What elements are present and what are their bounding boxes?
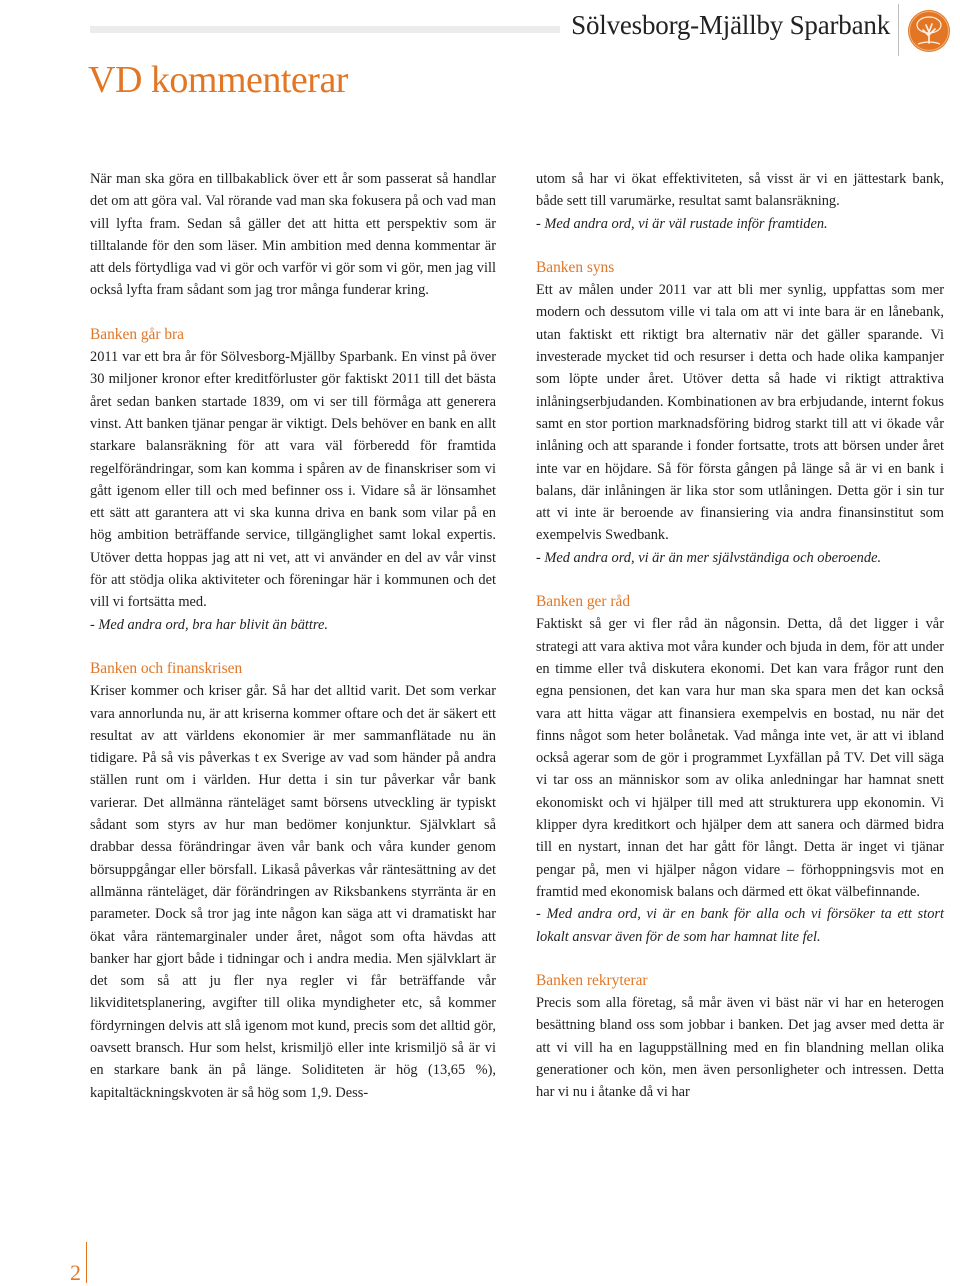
- bank-name: Sölvesborg-Mjällby Sparbank: [571, 10, 890, 40]
- quote-banken-gar-bra: - Med andra ord, bra har blivit än bättre.: [90, 616, 328, 633]
- heading-banken-syns: Banken syns: [536, 258, 615, 276]
- tree-logo-icon: [906, 8, 952, 54]
- page-number-rule: [86, 1242, 87, 1283]
- page-title: VD kommenterar: [88, 59, 348, 101]
- page-number: 2: [70, 1260, 81, 1285]
- quote-continued: - Med andra ord, vi är väl rustade inför framtiden.: [536, 215, 828, 232]
- heading-banken-och-finanskrisen: Banken och finanskrisen: [90, 659, 243, 677]
- heading-banken-ger-rad: Banken ger råd: [536, 593, 631, 611]
- paragraph-banken-ger-rad: Faktiskt så ger vi fler råd än någonsin. Detta, då det ligger i vår strategi att vara aktiva mot våra kunder och bjuda in dem, för att under en timme eller två diskutera ekonomi. Det kan vara frågor runt den egna pensionen, det kan vara hur man ska spara men det kan också vara att hitta vägar att finansiera exempelvis en bostad, nu när det finns något som heter bolånetak. Vad många inte vet, är att vi ibland också agerar som de gör i programmet Lyxfällan på TV. Det vill säga vi tar oss an människor som av olika anledningar har hamnat snett ekonomiskt och vi hjälper till med att strukturera upp ekonomin. Vi klipper dyra kreditkort och hjälper dem att sanera och därmed bidra till en nystart, innan det har gått för långt. Detta är inget vi tjänar pengar på, men vi hjälper någon vidare – förhoppningsvis mot en framtid med ekonomisk balans och därmed ett ökat välbefinnande.: [536, 616, 944, 900]
- intro-paragraph: När man ska göra en tillbakablick över ett år som passerat så handlar det om att göra val. Val rörande vad man ska fokusera på och vad man vill lyfta fram. Sedan så gäller det att hitta ett perspektiv som är tilltalande för den som läser. Min ambition med denna kommentar är att dels förtydliga vad vi gör och varför vi gör som vi gör, men jag vill också lyfta fram sådant som jag tror många funderar kring.: [90, 171, 496, 299]
- quote-banken-syns: - Med andra ord, vi är än mer självständiga och oberoende.: [536, 549, 882, 566]
- paragraph-banken-syns: Ett av målen under 2011 var att bli mer synlig, uppfattas som mer modern och dessutom ville vi tala om att vi inte bara är en lånebank, utan faktiskt ett riktigt bra alternativ när det gäller sparande. Vi investerade mycket tid och resurser i detta och hade olika kampanjer som löpte under året. Utöver detta så hade vi riktigt attraktiva inlåningserbjudanden. Kombinationen av bra erbjudande, internt fokus samt en stor portion marknadsföring bidrog starkt till att vi ökade vår inlåning och att sparande i fonder fortsatte, trots att börsen under året inte var en höjdare. Så för första gången på länge så är vi en bank i balans, där inlåningen är lika stor som utlåningen. Detta gör i sin tur att vi inte är beroende av finansiering via andra finansinstitut som exempelvis Swedbank.: [536, 282, 944, 544]
- paragraph-banken-och-finanskrisen: Kriser kommer och kriser går. Så har det alltid varit. Det som verkar vara annorlunda nu, är att kriserna kommer oftare och det är säkert ett resultat av att världens ekonomier är mer sammanflätade nu än tidigare. På så vis påverkas t ex Sverige av vad som händer på andra ställen runt om i världen. Hur detta i sin tur påverkar vår bank varierar. Det allmänna ränteläget samt börsens utveckling är typiskt sådant som styrs av hur man bedömer konjunktur. Självklart så drabbar dessa förändringar även vår bank och våra kunder genom börsuppgångar eller börsfall. Likaså påverkas vår räntesättning av det allmänna ränteläget, där förändringen av Riksbankens styrränta är en parameter. Dock så tror jag inte någon kan säga att vi dramatiskt har ökat våra räntemarginaler under året, något som ofta hävdas att banker har gjort både i tidningar och i andra media. Men självklart är det som så att ju fler nya regler vi får beträffande vår likviditetsplanering, avgifter till olika myndigheter etc, så kommer fördyrningen delvis att slå igenom mot kund, precis som det alltid gör, oavsett bransch. Hur som helst, krismiljö eller inte krismiljö så är vi en starkare bank än på länge. Soliditeten är hög (13,65 %), kapitaltäckningskvoten är så hög som 1,9. Dess-: [90, 683, 496, 1101]
- paragraph-banken-gar-bra: 2011 var ett bra år för Sölvesborg-Mjällby Sparbank. En vinst på över 30 miljoner kronor efter kreditförluster gör faktiskt 2011 till det bästa året sedan banken startade 1839, om vi ser till förmåga att generera vinst. Att banken tjänar pengar är viktigt. Dels behöver en bank en allt starkare balansräkning för att vara väl förberedd för framtida regelförändringar, som kan komma i spåren av de finanskriser som vi gått igenom eller till och med befinner oss i. Vidare så är lönsamhet ett sätt att garantera att vi ska kunna driva en bank som vilar på en hög ambition beträffande service, tillgänglighet samt lokal expertis. Utöver detta hoppas jag att ni vet, att vi använder en del av vår vinst för att stödja olika aktiviteter och föreningar här i kommunen och det vill vi fortsätta med.: [90, 349, 496, 611]
- header-divider: [898, 4, 899, 56]
- heading-banken-rekryterar: Banken rekryterar: [536, 971, 648, 989]
- left-column: [90, 168, 496, 1104]
- header-rule: [90, 26, 560, 33]
- paragraph-continued: utom så har vi ökat effektiviteten, så visst är vi en jättestark bank, både sett till varumärke, resultat samt balansräkning.: [536, 171, 944, 210]
- quote-banken-ger-rad: - Med andra ord, vi är en bank för alla och vi försöker ta ett stort lokalt ansvar även för de som har hamnat lite fel.: [536, 906, 944, 945]
- heading-banken-gar-bra: Banken går bra: [90, 325, 185, 343]
- right-column: [536, 168, 944, 1104]
- paragraph-banken-rekryterar: Precis som alla företag, så mår även vi bäst när vi har en heterogen besättning bland oss som jobbar i banken. Det jag avser med detta är att vi vill ha en laguppställning med en fin blandning mellan olika generationer och kön, men även personligheter och intressen. Detta har vi nu i åtanke då vi har: [536, 995, 944, 1101]
